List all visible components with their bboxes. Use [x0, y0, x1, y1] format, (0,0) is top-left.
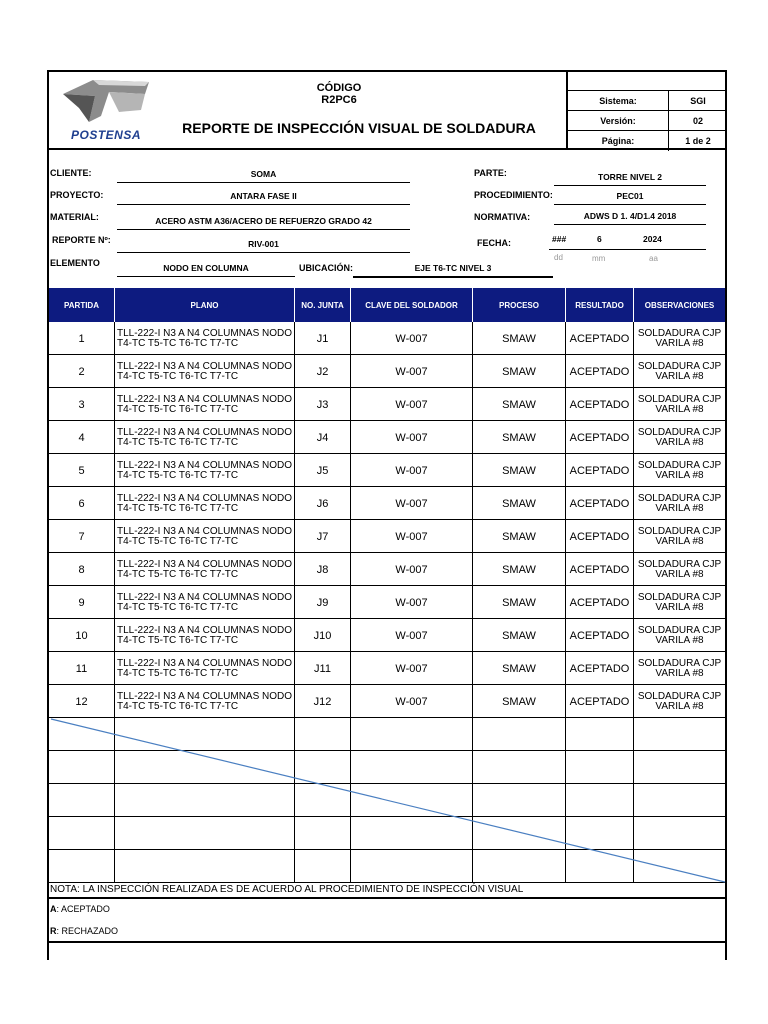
legend-accepted-text: : ACEPTADO: [56, 904, 110, 914]
proceso-text: SMAW: [502, 464, 536, 477]
proceso-text: SMAW: [502, 596, 536, 609]
soldador-text: W-007: [395, 398, 428, 411]
report-number-label: REPORTE Nº:: [52, 235, 111, 245]
material-value: ACERO ASTM A36/ACERO DE REFUERZO GRADO 42: [117, 216, 410, 230]
date-day-hint: dd: [554, 253, 563, 262]
proceso-text: SMAW: [502, 398, 536, 411]
client-label: CLIENTE:: [50, 168, 92, 178]
void-strike-segment: [51, 719, 725, 882]
material-label: MATERIAL:: [50, 212, 99, 222]
obs-line-2: VARILA #8: [655, 634, 704, 646]
plano-line-1: TLL-222-I N3 A N4 COLUMNAS NODO: [117, 360, 293, 372]
meta-version: [568, 110, 727, 130]
soldador-text: W-007: [395, 695, 428, 708]
code-value: R2PC6: [321, 94, 357, 106]
soldador-text: W-007: [395, 365, 428, 378]
proceso-text: SMAW: [502, 497, 536, 510]
obs-line-2: VARILA #8: [655, 667, 704, 679]
col-partida: PARTIDA: [49, 288, 115, 322]
standard-value: ADWS D 1. 4/D1.4 2018: [554, 211, 706, 225]
table-header: [49, 288, 725, 322]
partida-text: 8: [78, 563, 85, 576]
proceso-text: SMAW: [502, 530, 536, 543]
proceso-text: SMAW: [502, 563, 536, 576]
meta-page-value: 1 de 2: [668, 131, 727, 151]
plano-line-2: T4-TC T5-TC T6-TC T7-TC: [117, 700, 239, 712]
junta-text: J9: [316, 596, 329, 609]
junta-text: J11: [314, 662, 331, 675]
meta-version-label: Versión:: [600, 116, 636, 126]
location-label: UBICACIÓN:: [299, 263, 353, 273]
proceso-text: SMAW: [502, 431, 536, 444]
plano-line-2: T4-TC T5-TC T6-TC T7-TC: [117, 568, 239, 580]
meta-page-label: Página:: [601, 136, 635, 146]
col-proceso: PROCESO: [473, 288, 566, 322]
resultado-text: ACEPTADO: [569, 596, 630, 609]
junta-text: J5: [316, 464, 329, 477]
resultado-text: ACEPTADO: [569, 563, 630, 576]
meta-page: [568, 130, 727, 150]
plano-line-2: T4-TC T5-TC T6-TC T7-TC: [117, 403, 239, 415]
junta-text: J4: [316, 431, 329, 444]
date-underline: [549, 234, 706, 250]
proceso-text: SMAW: [502, 695, 536, 708]
date-label: FECHA:: [477, 238, 511, 248]
obs-line-2: VARILA #8: [655, 370, 704, 382]
resultado-text: ACEPTADO: [569, 464, 630, 477]
plano-line-1: TLL-222-I N3 A N4 COLUMNAS NODO: [117, 591, 293, 603]
resultado-text: ACEPTADO: [569, 530, 630, 543]
partida-text: 2: [78, 365, 85, 378]
obs-line-2: VARILA #8: [655, 469, 704, 481]
obs-line-2: VARILA #8: [655, 535, 704, 547]
junta-text: J7: [316, 530, 329, 543]
resultado-text: ACEPTADO: [569, 365, 630, 378]
obs-line-1: SOLDADURA CJP: [637, 492, 722, 504]
obs-line-1: SOLDADURA CJP: [637, 525, 722, 537]
report-number-value: RIV-001: [117, 239, 410, 253]
plano-line-1: TLL-222-I N3 A N4 COLUMNAS NODO: [117, 459, 293, 471]
project-value: ANTARA FASE II: [117, 191, 410, 205]
obs-line-1: SOLDADURA CJP: [637, 327, 722, 339]
procedure-label: PROCEDIMIENTO:: [474, 190, 553, 200]
obs-line-1: SOLDADURA CJP: [637, 624, 722, 636]
soldador-text: W-007: [395, 431, 428, 444]
plano-line-2: T4-TC T5-TC T6-TC T7-TC: [117, 436, 239, 448]
element-label: ELEMENTO: [50, 258, 100, 268]
resultado-text: ACEPTADO: [569, 497, 630, 510]
report-title: REPORTE DE INSPECCIÓN VISUAL DE SOLDADURA: [182, 120, 536, 136]
legend-accepted: [50, 904, 110, 914]
obs-line-1: SOLDADURA CJP: [637, 393, 722, 405]
inspection-report-sheet: [47, 70, 727, 960]
junta-text: J8: [316, 563, 329, 576]
col-resultado: RESULTADO: [566, 288, 634, 322]
part-value: TORRE NIVEL 2: [554, 172, 706, 186]
partida-text: 11: [75, 662, 88, 675]
legend-rejected: [50, 926, 118, 936]
plano-line-2: T4-TC T5-TC T6-TC T7-TC: [117, 667, 239, 679]
location-value: EJE T6-TC NIVEL 3: [353, 263, 553, 278]
junta-text: J12: [313, 695, 332, 708]
report-header: [49, 72, 725, 150]
obs-line-1: SOLDADURA CJP: [637, 690, 722, 702]
obs-line-2: VARILA #8: [655, 403, 704, 415]
plano-line-1: TLL-222-I N3 A N4 COLUMNAS NODO: [117, 624, 293, 636]
obs-line-1: SOLDADURA CJP: [637, 459, 722, 471]
date-month-hint: mm: [592, 254, 606, 263]
legend-accepted-key: A: [50, 904, 57, 914]
plano-line-1: TLL-222-I N3 A N4 COLUMNAS NODO: [117, 327, 293, 339]
plano-line-2: T4-TC T5-TC T6-TC T7-TC: [117, 469, 239, 481]
soldador-text: W-007: [395, 596, 428, 609]
date-day: ###: [552, 234, 567, 244]
company-logo: [49, 72, 157, 148]
obs-line-2: VARILA #8: [655, 436, 704, 448]
plano-line-1: TLL-222-I N3 A N4 COLUMNAS NODO: [117, 393, 293, 405]
partida-text: 7: [78, 530, 85, 543]
soldador-text: W-007: [395, 332, 428, 345]
partida-text: 3: [78, 398, 85, 411]
meta-system-value: SGI: [668, 91, 727, 111]
obs-line-2: VARILA #8: [655, 700, 704, 712]
junta-text: J1: [316, 332, 329, 345]
junta-text: J2: [316, 365, 329, 378]
plano-line-2: T4-TC T5-TC T6-TC T7-TC: [117, 634, 239, 646]
date-year: 2024: [643, 234, 662, 244]
project-label: PROYECTO:: [50, 190, 104, 200]
plano-line-2: T4-TC T5-TC T6-TC T7-TC: [117, 535, 239, 547]
obs-line-1: SOLDADURA CJP: [637, 591, 722, 603]
client-value: SOMA: [117, 169, 410, 183]
meta-system: [568, 90, 727, 110]
legend-rejected-text: : RECHAZADO: [56, 926, 119, 936]
plano-line-1: TLL-222-I N3 A N4 COLUMNAS NODO: [117, 558, 293, 570]
col-plano: PLANO: [115, 288, 295, 322]
proceso-text: SMAW: [502, 365, 536, 378]
date-month: 6: [597, 234, 602, 244]
soldador-text: W-007: [395, 530, 428, 543]
partida-text: 9: [78, 596, 85, 609]
plano-line-1: TLL-222-I N3 A N4 COLUMNAS NODO: [117, 657, 293, 669]
plano-line-1: TLL-222-I N3 A N4 COLUMNAS NODO: [117, 525, 293, 537]
resultado-text: ACEPTADO: [569, 629, 630, 642]
partida-text: 5: [78, 464, 85, 477]
obs-line-2: VARILA #8: [655, 502, 704, 514]
obs-line-2: VARILA #8: [655, 337, 704, 349]
resultado-text: ACEPTADO: [569, 431, 630, 444]
resultado-text: ACEPTADO: [569, 398, 630, 411]
junta-text: J6: [316, 497, 329, 510]
col-junta: NO. JUNTA: [295, 288, 351, 322]
plano-line-2: T4-TC T5-TC T6-TC T7-TC: [117, 502, 239, 514]
partida-text: 12: [75, 695, 88, 708]
date-year-hint: aa: [649, 254, 658, 263]
resultado-text: ACEPTADO: [569, 662, 630, 675]
resultado-text: ACEPTADO: [569, 695, 630, 708]
inspection-note: NOTA: LA INSPECCIÓN REALIZADA ES DE ACUERDO AL PROCEDIMIENTO DE INSPECCIÓN VISUAL: [49, 884, 725, 899]
junta-text: J10: [313, 629, 332, 642]
junta-text: J3: [316, 398, 329, 411]
obs-line-1: SOLDADURA CJP: [637, 558, 722, 570]
meta-system-label: Sistema:: [599, 96, 637, 106]
plano-line-1: TLL-222-I N3 A N4 COLUMNAS NODO: [117, 690, 293, 702]
obs-line-1: SOLDADURA CJP: [637, 657, 722, 669]
resultado-text: ACEPTADO: [569, 332, 630, 345]
code-label: CÓDIGO: [316, 82, 362, 94]
soldador-text: W-007: [395, 662, 428, 675]
soldador-text: W-007: [395, 629, 428, 642]
plano-line-1: TLL-222-I N3 A N4 COLUMNAS NODO: [117, 426, 293, 438]
obs-line-2: VARILA #8: [655, 568, 704, 580]
plano-line-1: TLL-222-I N3 A N4 COLUMNAS NODO: [117, 492, 293, 504]
logo-emblem-icon: [49, 72, 157, 132]
part-label: PARTE:: [474, 168, 507, 178]
logo-wordmark: POSTENSA: [71, 128, 142, 142]
obs-line-2: VARILA #8: [655, 601, 704, 613]
element-value: NODO EN COLUMNA: [117, 263, 295, 277]
partida-text: 6: [78, 497, 85, 510]
col-soldador: CLAVE DEL SOLDADOR: [351, 288, 473, 322]
document-meta: [566, 72, 725, 148]
partida-text: 1: [78, 332, 85, 345]
col-observaciones: OBSERVACIONES: [644, 300, 715, 310]
code-block: [219, 82, 459, 106]
proceso-text: SMAW: [502, 662, 536, 675]
partida-text: 4: [78, 431, 85, 444]
proceso-text: SMAW: [502, 332, 536, 345]
procedure-value: PEC01: [554, 191, 706, 205]
sheet-bottom-rule: [49, 941, 725, 943]
standard-label: NORMATIVA:: [474, 212, 531, 222]
obs-line-1: SOLDADURA CJP: [637, 426, 722, 438]
soldador-text: W-007: [395, 464, 428, 477]
partida-text: 10: [75, 629, 88, 642]
report-info: [49, 150, 725, 288]
plano-line-2: T4-TC T5-TC T6-TC T7-TC: [117, 337, 239, 349]
proceso-text: SMAW: [502, 629, 536, 642]
plano-line-2: T4-TC T5-TC T6-TC T7-TC: [117, 370, 239, 382]
obs-line-1: SOLDADURA CJP: [637, 360, 722, 372]
meta-version-value: 02: [668, 111, 727, 131]
soldador-text: W-007: [395, 497, 428, 510]
void-strike-line: [49, 322, 725, 885]
soldador-text: W-007: [395, 563, 428, 576]
legend-rejected-key: R: [50, 926, 57, 936]
plano-line-2: T4-TC T5-TC T6-TC T7-TC: [117, 601, 239, 613]
